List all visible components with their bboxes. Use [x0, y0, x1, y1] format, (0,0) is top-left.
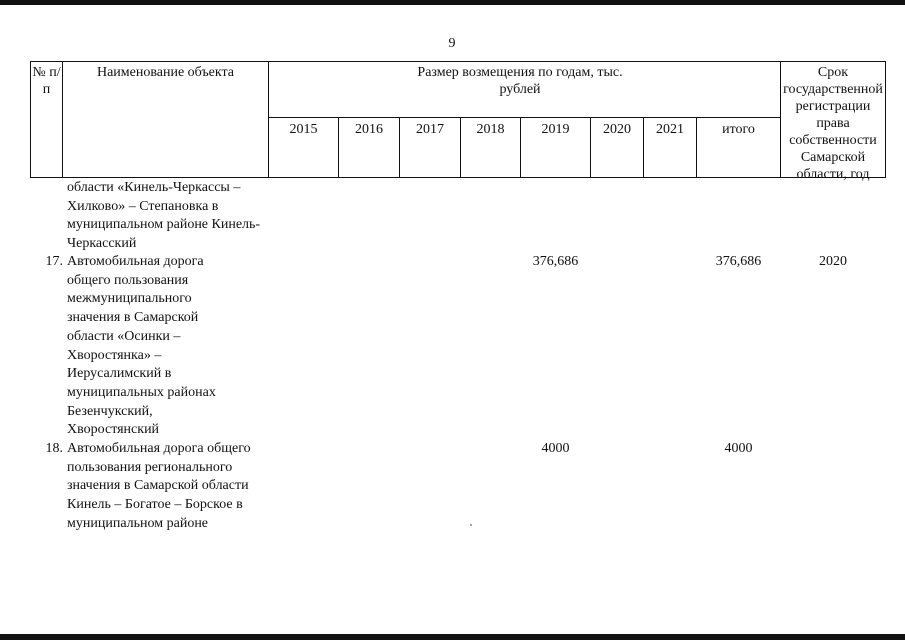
header-year: 2017 — [416, 122, 444, 137]
header-year: 2020 — [603, 122, 631, 137]
header-bottom-rule — [30, 177, 885, 178]
value-2019: 4000 — [541, 441, 570, 456]
header-col-rule — [268, 61, 269, 178]
scan-speck — [470, 524, 472, 526]
header-year: 2018 — [476, 122, 505, 137]
header-year: 2021 — [656, 122, 684, 137]
bottom-border-bar — [0, 634, 905, 640]
object-name: области «Кинель-Черкассы – Хилково» – Степановка в муниципальном районе Кинель-Черкасский — [67, 180, 261, 252]
header-year: 2016 — [355, 122, 383, 137]
page-number: 9 — [448, 36, 456, 51]
value-total: 4000 — [724, 441, 753, 456]
object-name: Автомобильная дорога общего пользования межмуниципального значения в Самарской области «Осинки – Хворостянка» – Иерусалимский в муниципальных районах Безенчукский, Хворостянский — [67, 254, 216, 438]
header-year: 2019 — [541, 122, 570, 137]
object-name: Автомобильная дорога общего пользования регионального значения в Самарской области Кинель – Богатое – Борское в муниципальном районе — [67, 441, 251, 531]
value-2019: 376,686 — [532, 254, 579, 269]
header-amount: Размер возмещения по годам, тыс. рублей — [417, 65, 623, 97]
header-name: Наименование объекта — [96, 65, 235, 80]
header-num: № п/п — [32, 65, 61, 97]
registration-year: 2020 — [819, 254, 847, 269]
value-total: 376,686 — [715, 254, 762, 269]
header-year: 2015 — [289, 122, 318, 137]
header-total: итого — [722, 122, 755, 137]
header-col-rule — [885, 61, 886, 178]
row-number: 17. — [45, 254, 63, 269]
top-border-bar — [0, 0, 905, 5]
year-header-rule — [268, 117, 780, 118]
row-number: 18. — [45, 441, 63, 456]
table-top-rule — [30, 61, 885, 62]
header-term: Срок государственной регистрации права собственности Самарской области, год — [783, 65, 883, 182]
